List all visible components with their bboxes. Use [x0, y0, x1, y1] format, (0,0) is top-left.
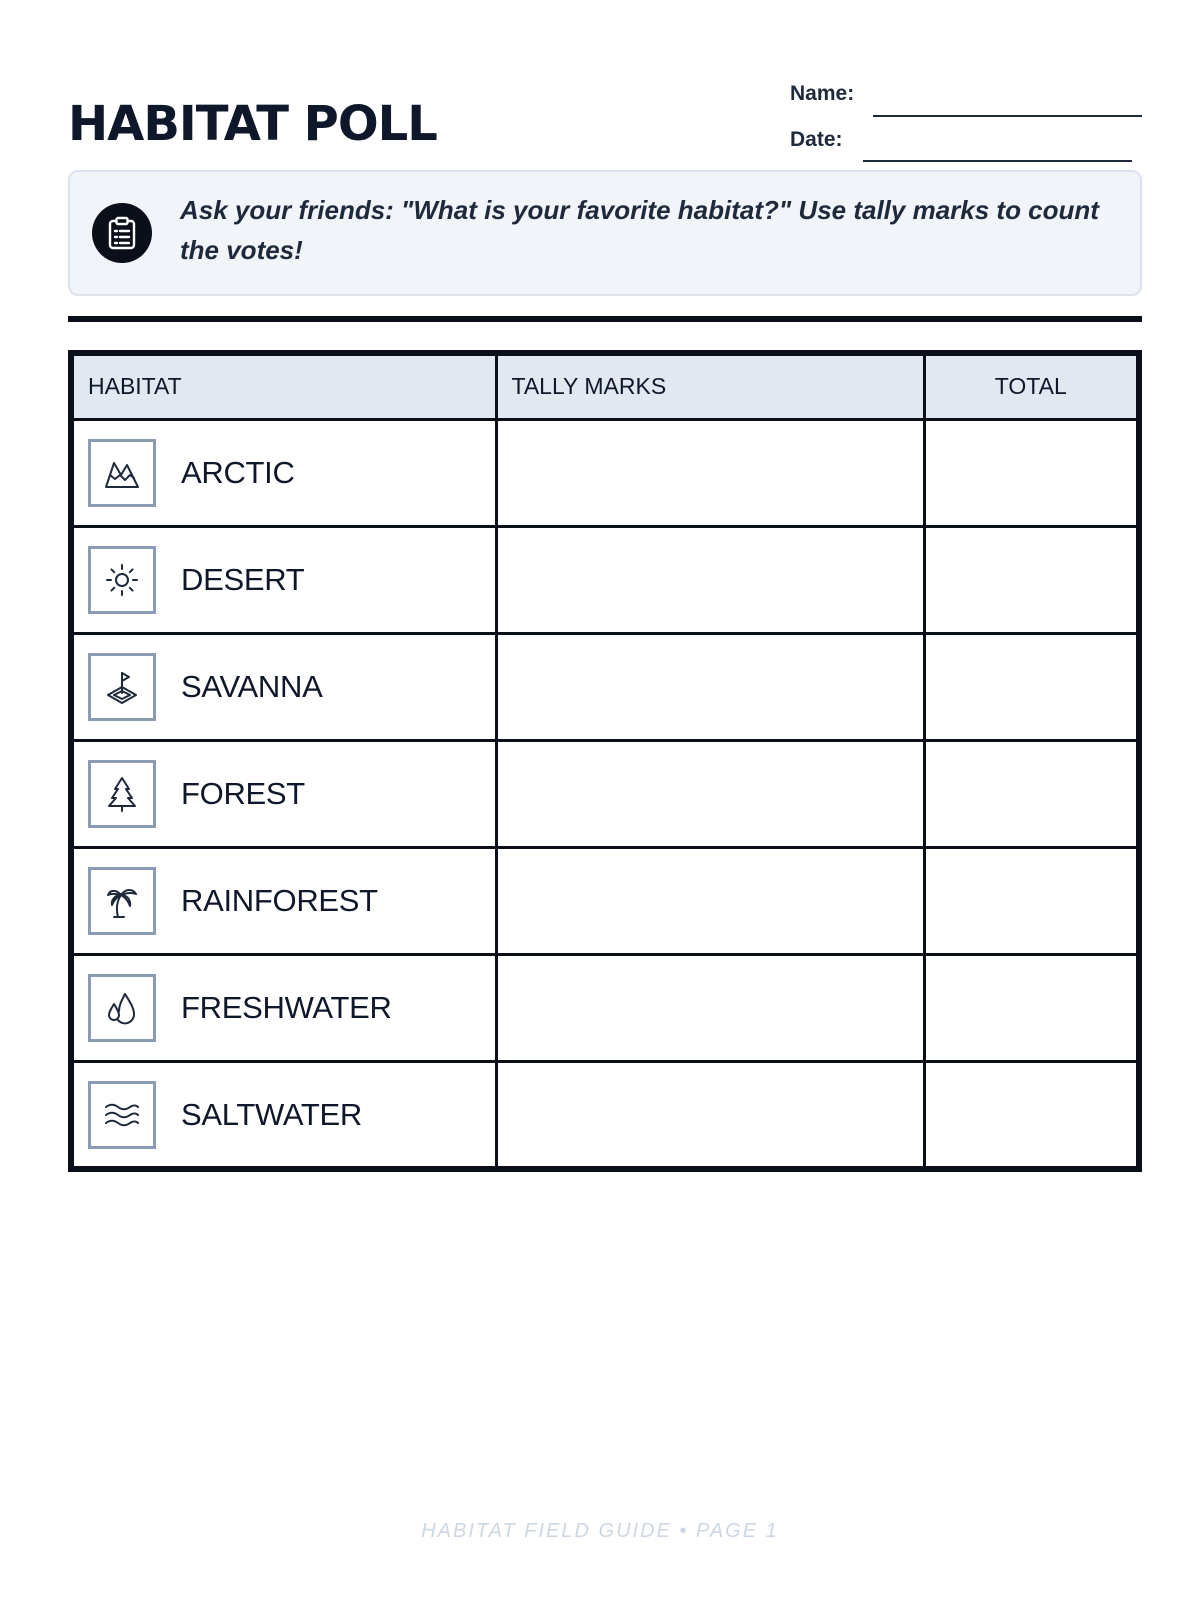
habitat-cell [71, 1062, 496, 1169]
pine-tree-icon [88, 760, 156, 828]
footer: HABITAT FIELD GUIDE • PAGE 1 [421, 1520, 779, 1542]
tally-cell[interactable] [496, 1062, 924, 1169]
habitat-label: ARCTIC [181, 454, 295, 490]
table-row [71, 1062, 1139, 1169]
habitat-cell [71, 848, 496, 955]
total-cell[interactable] [924, 955, 1139, 1062]
total-cell[interactable] [924, 419, 1139, 526]
table-header-row [71, 353, 1139, 419]
habitat-cell [71, 740, 496, 847]
column-header-tally: TALLY MARKS [496, 353, 924, 419]
header [68, 60, 1142, 160]
table-row [71, 419, 1139, 526]
column-header-habitat: HABITAT [71, 353, 496, 419]
habitat-label: FRESHWATER [181, 990, 392, 1026]
name-label: Name: [790, 82, 855, 105]
habitat-cell [71, 633, 496, 740]
habitat-label: RAINFOREST [181, 883, 378, 919]
total-cell[interactable] [924, 740, 1139, 847]
table-row [71, 633, 1139, 740]
total-cell[interactable] [924, 848, 1139, 955]
habitat-poll-table [68, 350, 1142, 1172]
table-row [71, 740, 1139, 847]
savanna-flag-icon [88, 653, 156, 721]
tally-cell[interactable] [496, 419, 924, 526]
student-fields [790, 70, 1142, 162]
instruction-text: Ask your friends: "What is your favorite habitat?" Use tally marks to count the votes! [180, 195, 1099, 265]
tally-cell[interactable] [496, 526, 924, 633]
table-row [71, 526, 1139, 633]
date-field[interactable] [790, 116, 1142, 162]
table-row [71, 848, 1139, 955]
clipboard-icon [92, 203, 152, 263]
habitat-cell [71, 419, 496, 526]
water-drops-icon [88, 974, 156, 1042]
mountain-icon [88, 439, 156, 507]
table-row [71, 955, 1139, 1062]
page-title: HABITAT POLL [68, 96, 437, 152]
total-cell[interactable] [924, 633, 1139, 740]
total-cell[interactable] [924, 526, 1139, 633]
tally-cell[interactable] [496, 955, 924, 1062]
divider [68, 316, 1142, 322]
habitat-label: SAVANNA [181, 668, 323, 704]
total-cell[interactable] [924, 1062, 1139, 1169]
habitat-cell [71, 526, 496, 633]
date-label: Date: [790, 128, 843, 151]
habitat-cell [71, 955, 496, 1062]
tally-cell[interactable] [496, 633, 924, 740]
tally-cell[interactable] [496, 740, 924, 847]
palm-tree-icon [88, 867, 156, 935]
instruction-box [68, 170, 1142, 296]
habitat-label: DESERT [181, 561, 305, 597]
date-line[interactable] [863, 160, 1132, 162]
name-field[interactable] [790, 70, 1142, 116]
habitat-label: SALTWATER [181, 1096, 363, 1132]
column-header-total: TOTAL [924, 353, 1139, 419]
tally-cell[interactable] [496, 848, 924, 955]
habitat-label: FOREST [181, 775, 305, 811]
sun-icon [88, 546, 156, 614]
waves-icon [88, 1081, 156, 1149]
